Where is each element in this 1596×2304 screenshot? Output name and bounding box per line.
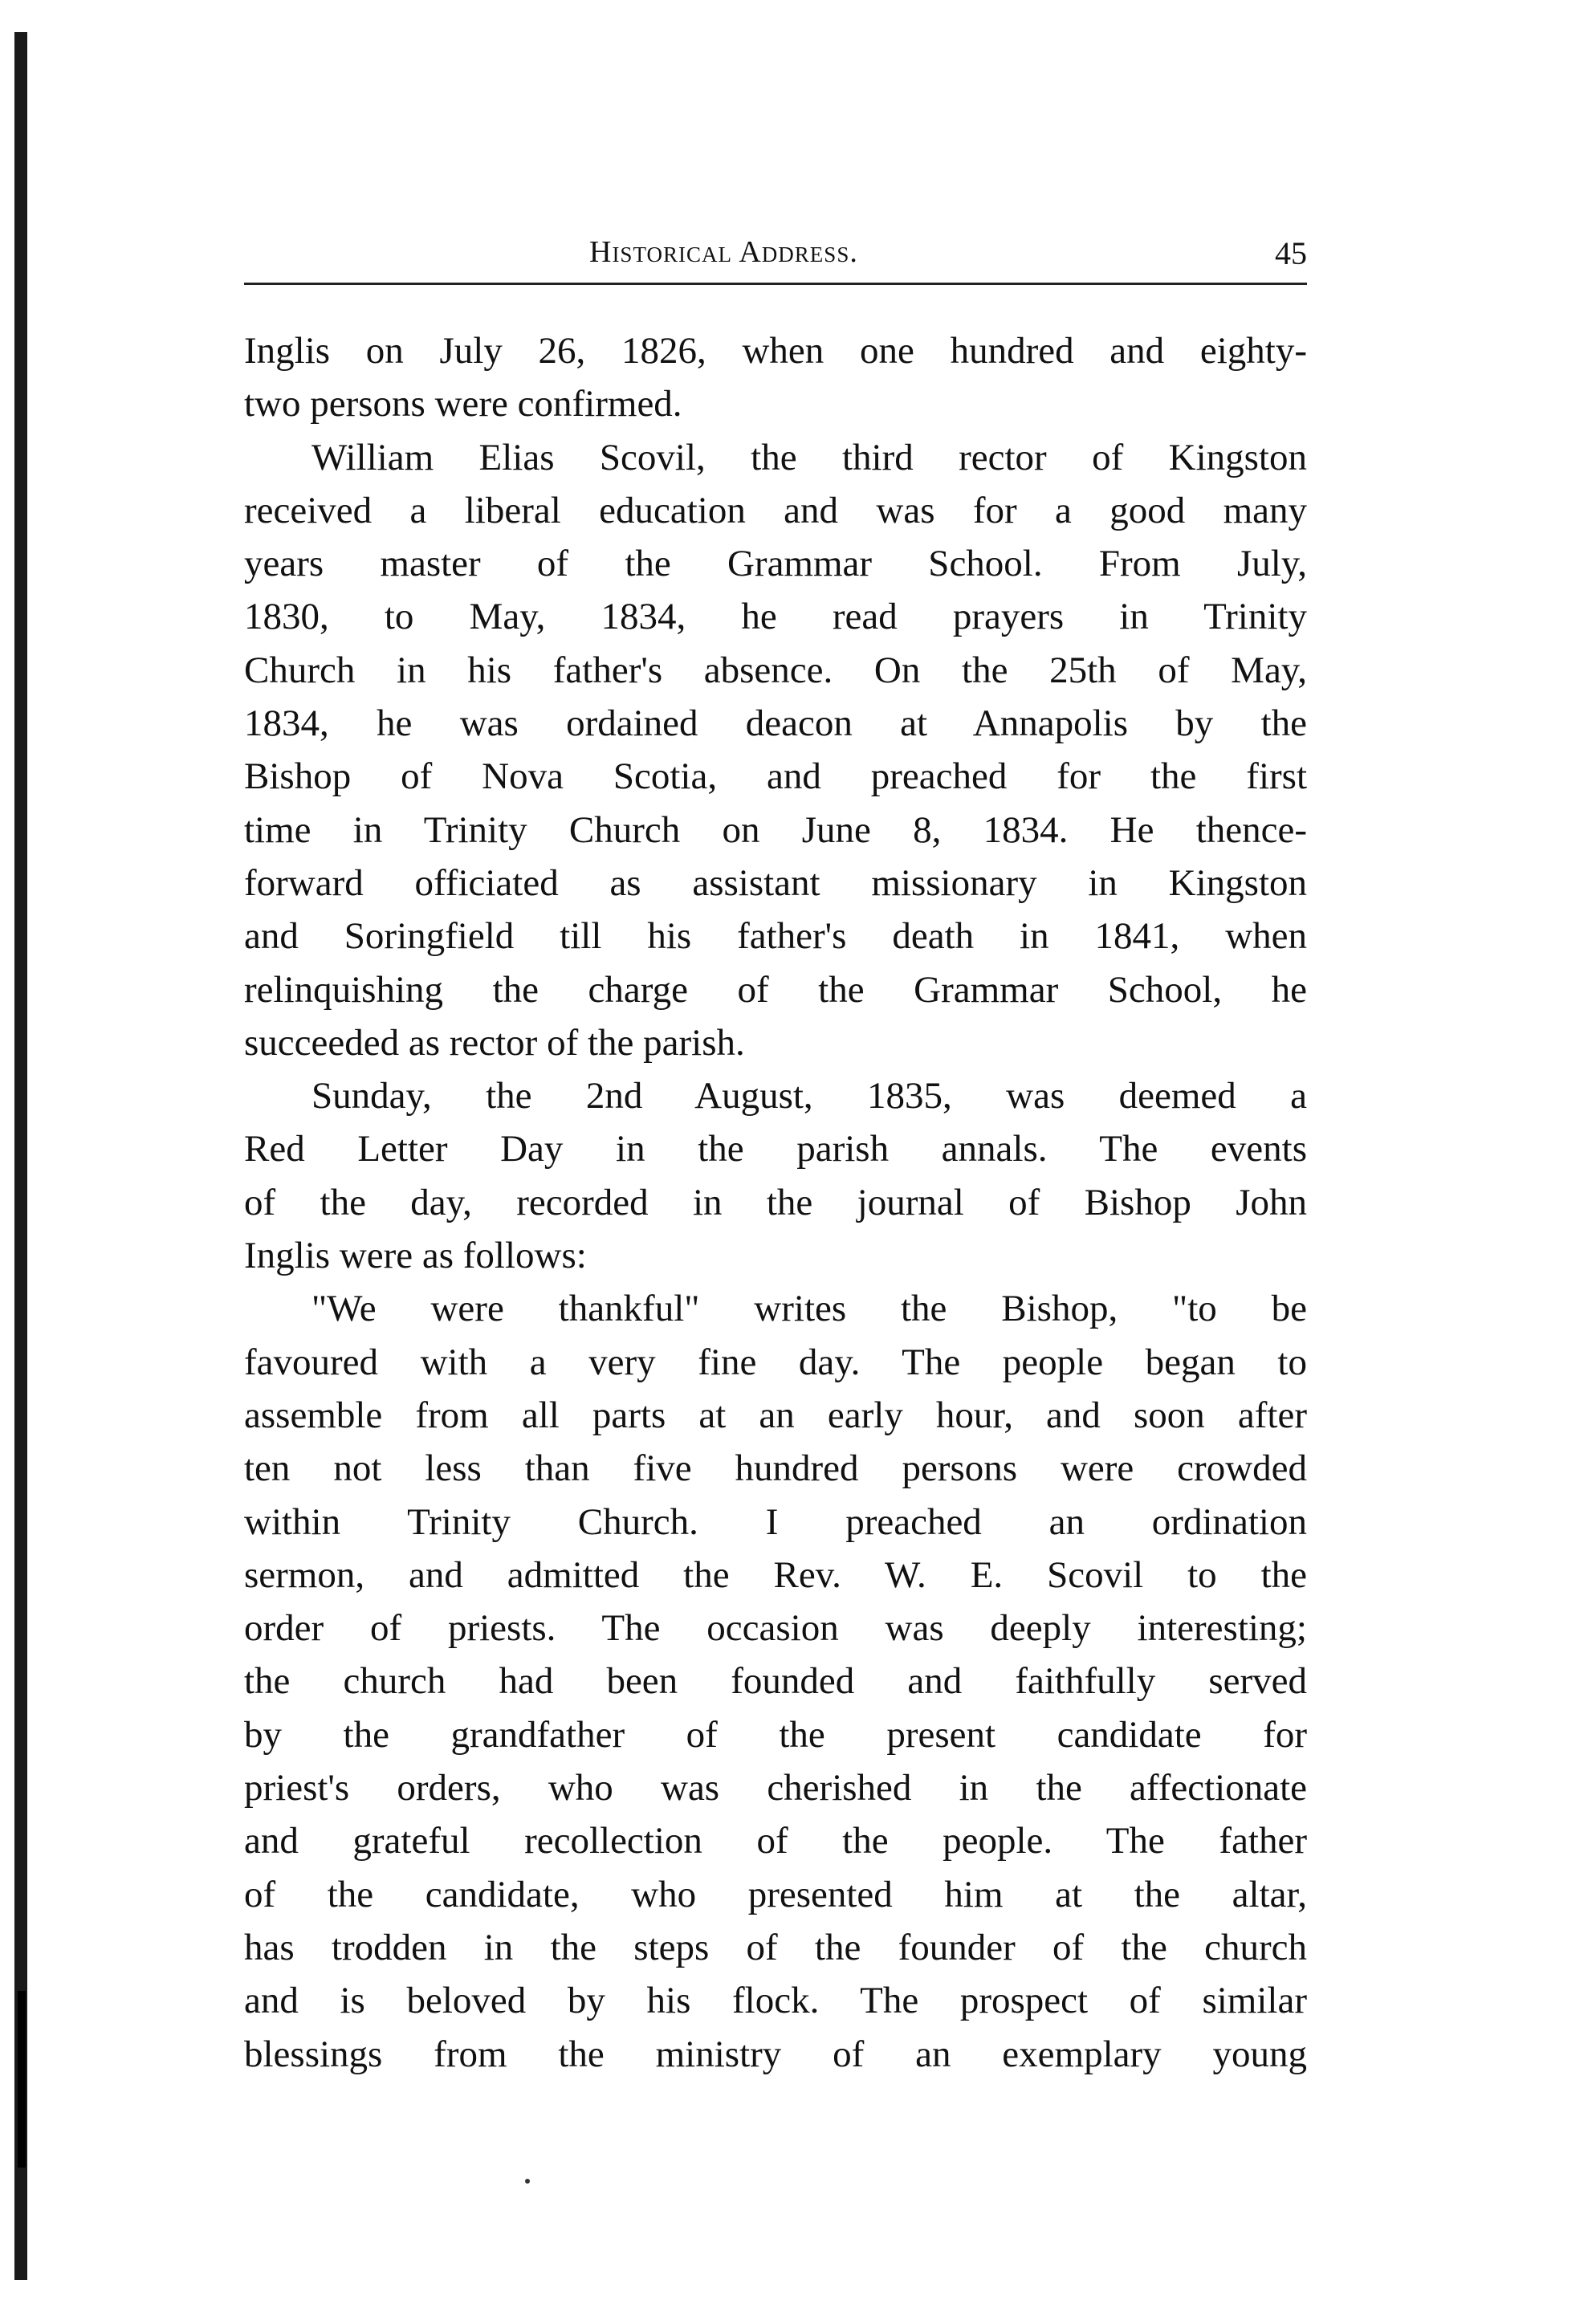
text-line: favoured with a very fine day. The people began to xyxy=(244,1341,1307,1383)
text-line: sermon, and admitted the Rev. W. E. Scovil to the xyxy=(244,1553,1307,1596)
text-line: assemble from all parts at an early hour, and soon after xyxy=(244,1394,1307,1436)
text-line: years master of the Grammar School. From July, xyxy=(244,543,1307,585)
text-line: Inglis on July 26, 1826, when one hundred and eighty- xyxy=(244,330,1307,372)
text-line: relinquishing the charge of the Grammar School, he xyxy=(244,968,1307,1011)
text-line: time in Trinity Church on June 8, 1834. He thence- xyxy=(244,808,1307,851)
text-line: succeeded as rector of the parish. xyxy=(244,1021,745,1064)
text-line: forward officiated as assistant missionary in Kingston xyxy=(244,861,1307,904)
paragraph-first-line: Sunday, the 2nd August, 1835, was deemed a xyxy=(311,1075,1307,1117)
text-line: Bishop of Nova Scotia, and preached for the first xyxy=(244,755,1307,798)
text-line: and grateful recollection of the people. The father xyxy=(244,1820,1307,1862)
binding-edge xyxy=(14,32,27,2280)
body-text xyxy=(244,324,1307,2081)
text-line: 1830, to May, 1834, he read prayers in Trinity xyxy=(244,596,1307,638)
text-line: 1834, he was ordained deacon at Annapolis by the xyxy=(244,702,1307,745)
text-line: within Trinity Church. I preached an ordination xyxy=(244,1500,1307,1543)
binding-edge-shadow xyxy=(18,1991,26,2168)
running-title: Historical Address. xyxy=(589,235,858,269)
text-line: Inglis were as follows: xyxy=(244,1235,587,1277)
text-line: two persons were confirmed. xyxy=(244,383,682,425)
running-head xyxy=(244,226,1307,285)
text-line: Red Letter Day in the parish annals. The events xyxy=(244,1128,1307,1170)
paragraph-first-line: "We were thankful" writes the Bishop, "to be xyxy=(311,1288,1307,1330)
paragraph-first-line: William Elias Scovil, the third rector of Kingston xyxy=(311,436,1307,478)
text-line: order of priests. The occasion was deeply interesting; xyxy=(244,1607,1307,1650)
text-line: and Soringfield till his father's death in 1841, when xyxy=(244,915,1307,958)
text-line: blessings from the ministry of an exemplary young xyxy=(244,2033,1307,2075)
text-line: of the candidate, who presented him at the altar, xyxy=(244,1873,1307,1915)
ink-speck xyxy=(525,2179,530,2184)
text-line: has trodden in the steps of the founder of the church xyxy=(244,1926,1307,1968)
text-line: received a liberal education and was for a good many xyxy=(244,489,1307,531)
page-number: 45 xyxy=(1275,235,1307,271)
text-line: of the day, recorded in the journal of Bishop John xyxy=(244,1181,1307,1223)
text-line: by the grandfather of the present candidate for xyxy=(244,1713,1307,1756)
text-line: and is beloved by his flock. The prospect of similar xyxy=(244,1980,1307,2022)
text-line: Church in his father's absence. On the 25th of May, xyxy=(244,649,1307,691)
text-line: ten not less than five hundred persons were crowded xyxy=(244,1447,1307,1490)
text-line: priest's orders, who was cherished in the affectionate xyxy=(244,1767,1307,1809)
text-line: the church had been founded and faithfully served xyxy=(244,1660,1307,1703)
